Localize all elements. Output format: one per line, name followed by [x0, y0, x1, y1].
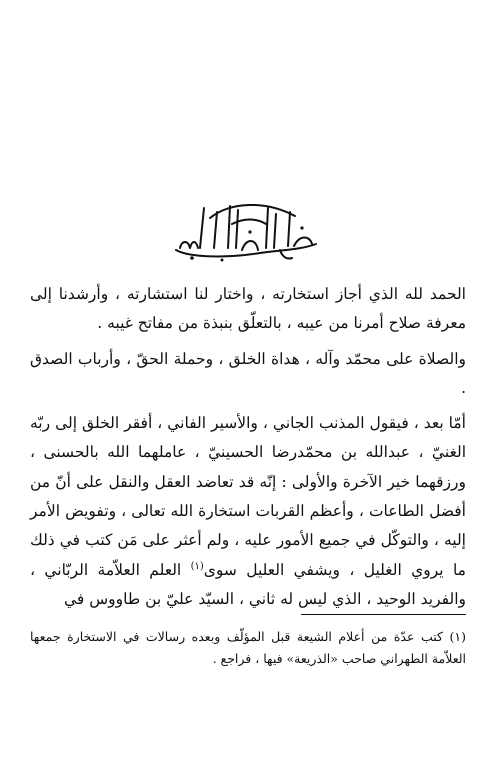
footnote-marker[interactable]: (١) — [190, 560, 204, 572]
paragraph-salawat: والصلاة على محمّد وآله ، هداة الخلق ، وحملة الحقّ ، وأرباب الصدق . — [30, 349, 466, 397]
main-text — [30, 280, 466, 614]
basmala-calligraphy-icon — [170, 198, 320, 266]
paragraph-hamd: الحمد لله الذي أجاز استخارته ، واختار لنا استشارته ، وأرشدنا إلى معرفة صلاح أمرنا من عيبه ، بالتعلّق بنبذة من مفاتح غيبه . — [30, 285, 466, 333]
paragraph-amma-bad-continuation: العلم العلاّمة الربّاني ، والفريد الوحيد ، الذي ليس له ثاني ، السيّد عليّ بن طاووس في — [30, 560, 466, 608]
footnote-text: (١) كتب عدّة من أعلام الشيعة قبل المؤلّف وبعده رسالات في الاستخارة جمعها العلاّمة الطهراني صاحب «الذريعة» فيها ، فراجع . — [30, 629, 466, 666]
footnote-divider — [301, 614, 466, 615]
footnote — [30, 626, 466, 670]
paragraph-amma-bad-text: أمّا بعد ، فيقول المذنب الجاني ، والأسير الفاني ، أفقر الخلق إلى ربّه الغنيّ ، عبدالله بن محمّدرضا الحسينيّ ، عاملهما الله بالحسنى ، ورزقهما خير الآخرة والأولى : إنّه قد تعاضد العقل والنقل على أنّ من أفضل الطاعات ، وأعظم القربات استخارة الله تعالى ، وتفويض الأمر إليه ، والتوكّل في جميع الأمور عليه ، ولم أعثر على مَن كتب في ذلك ما يروي الغليل ، ويشفي العليل سوى — [30, 414, 466, 579]
basmala-calligraphy — [170, 198, 320, 266]
paragraph-amma-bad — [30, 409, 466, 614]
